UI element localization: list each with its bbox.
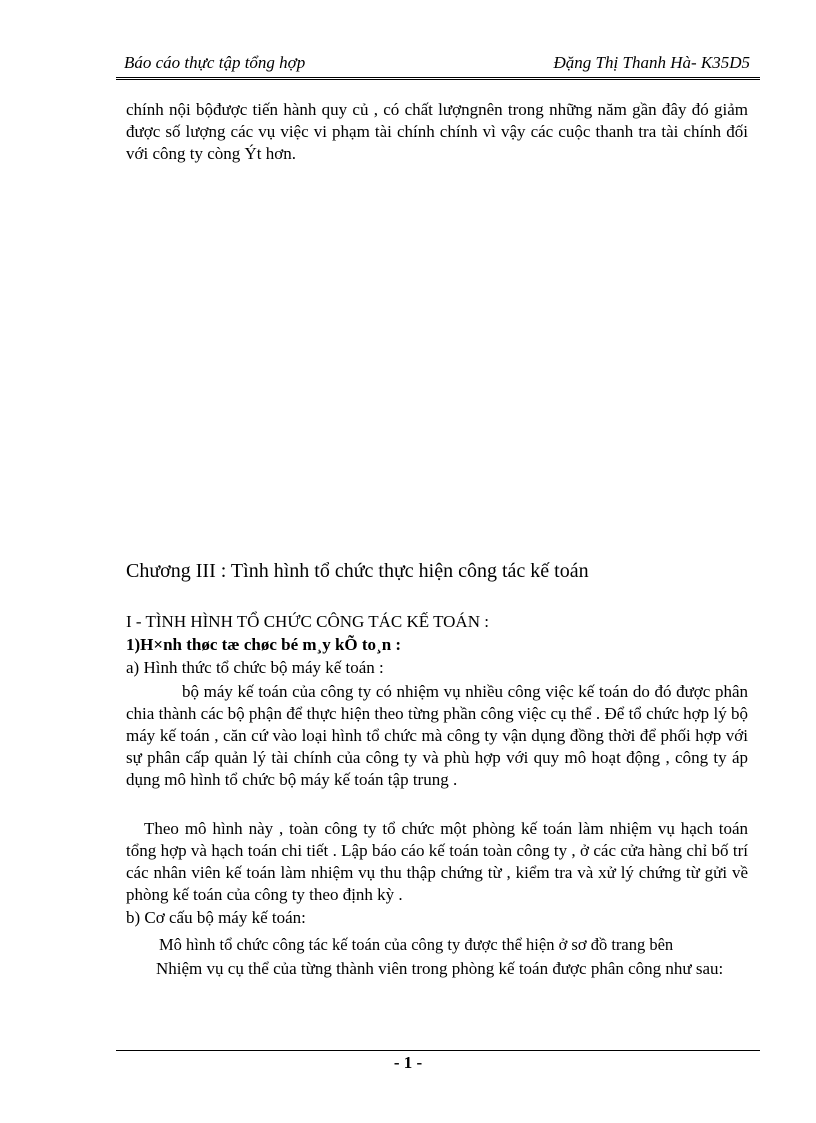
item-b-label: b) Cơ cấu bộ máy kế toán: xyxy=(126,908,306,927)
page-header xyxy=(116,50,760,82)
item-a-paragraph-1: bộ máy kế toán của công ty có nhiệm vụ nhiều công việc kế toán do đó được phân chia thành các bộ phận để thực hiện theo từng phần công việc cụ thể . Để tổ chức hợp lý bộ máy kế toán , căn cứ vào loại hình tổ chức mà công ty vận dụng đồng thời để phối hợp với sự phân cấp quản lý tài chính của công ty và phù hợp với quy mô hoạt động , công ty áp dụng mô hình tổ chức bộ máy kế toán tập trung . xyxy=(126,682,748,789)
footer-rule xyxy=(116,1050,760,1051)
section-title: I - TÌNH HÌNH TỔ CHỨC CÔNG TÁC KẾ TOÁN : xyxy=(126,612,489,631)
header-report-title: Báo cáo thực tập tổng hợp xyxy=(124,53,306,72)
item-b-paragraph-2: Nhiệm vụ cụ thể của từng thành viên trong phòng kế toán được phân công như sau: xyxy=(156,959,724,978)
item-a-paragraph-2: Theo mô hình này , toàn công ty tổ chức một phòng kế toán làm nhiệm vụ hạch toán tổng hợp và hạch toán chi tiết . Lập báo cáo kế toán toàn công ty , ở các cửa hàng chỉ bố trí các nhân viên kế toán làm nhiệm vụ thu thập chứng từ , kiểm tra và xử lý chứng từ gửi về phòng kế toán của công ty theo định kỳ . xyxy=(126,819,748,904)
chapter-title: Chương III : Tình hình tổ chức thực hiện công tác kế toán xyxy=(126,560,589,582)
header-rule xyxy=(116,77,760,82)
item-b-line-1: Mô hình tổ chức công tác kế toán của công ty được thể hiện ở sơ đồ trang bên xyxy=(159,935,674,954)
header-author: Đặng Thị Thanh Hà- K35D5 xyxy=(553,53,750,72)
intro-paragraph: chính nội bộđược tiến hành quy củ , có chất lượngnên trong những năm gần đây đó giảm được số lượng các vụ việc vi phạm tài chính chính vì vậy các cuộc thanh tra tài chính đối với công ty còng Ýt hơn. xyxy=(126,100,748,163)
subsection-title: 1)H×nh thøc tæ chøc bé m¸y kÕ to¸n : xyxy=(126,635,402,654)
page-number: - 1 - xyxy=(393,1053,423,1072)
item-a-label: a) Hình thức tổ chức bộ máy kế toán : xyxy=(126,658,384,677)
